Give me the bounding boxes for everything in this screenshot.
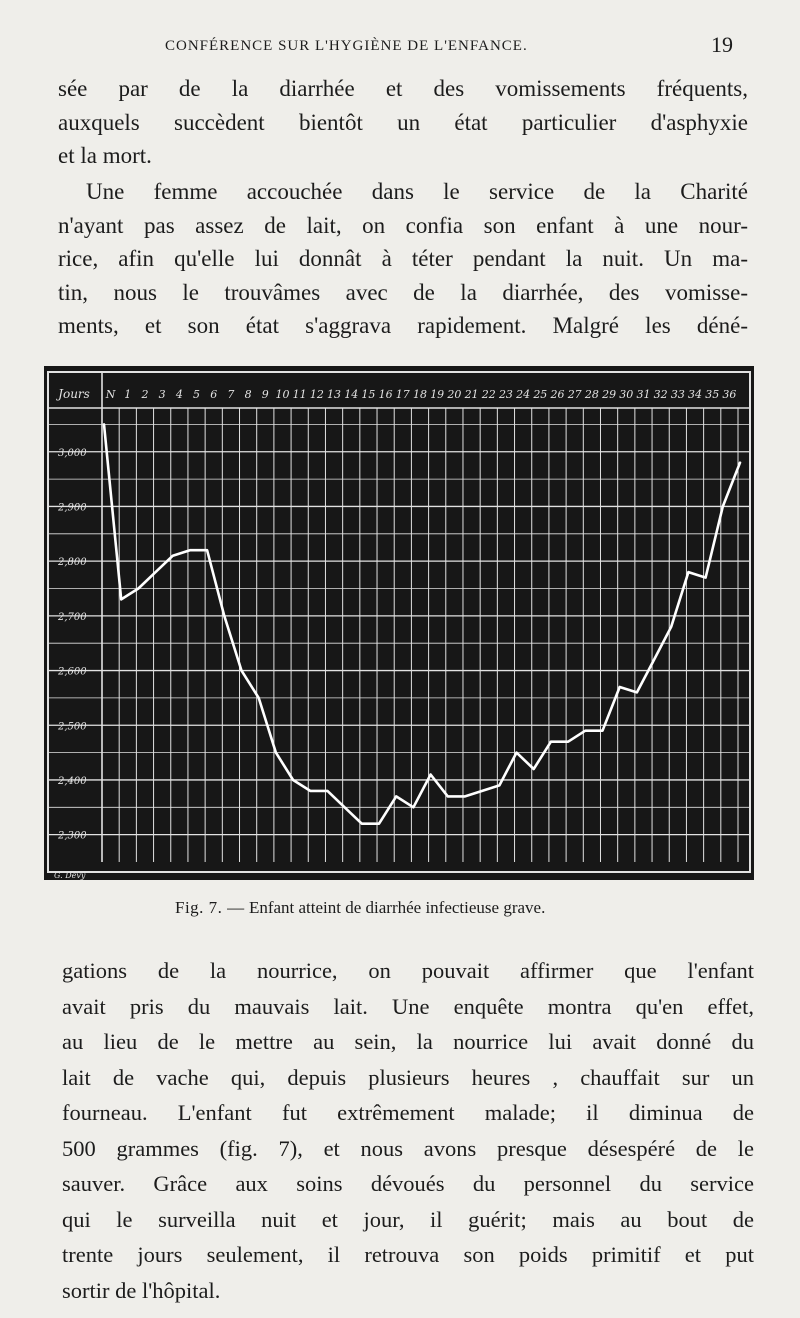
text-line: auxquels succèdent bientôt un état particulier d'asphyxie xyxy=(58,109,748,135)
x-tick-label: 21 xyxy=(464,388,479,401)
figure-caption-text: Enfant atteint de diarrhée infectieuse grave. xyxy=(248,898,546,917)
x-tick-label: 17 xyxy=(395,388,410,401)
y-tick-label: 2,600 xyxy=(58,666,87,678)
x-tick-label: 3 xyxy=(158,388,166,401)
x-tick-label: 28 xyxy=(584,388,599,401)
text-line: tin, nous le trouvâmes avec de la diarrhée, des vomisse- xyxy=(58,279,748,305)
x-tick-label: 5 xyxy=(193,388,201,401)
text-line: sortir de l'hôpital. xyxy=(62,1277,221,1303)
text-line: ments, et son état s'aggrava rapidement. Malgré les déné- xyxy=(58,313,748,338)
text-line: sée par de la diarrhée et des vomissements fréquents, xyxy=(58,76,748,101)
x-tick-label: 16 xyxy=(378,388,393,401)
x-tick-label: 9 xyxy=(261,388,269,401)
x-tick-label: 22 xyxy=(481,388,496,401)
text-line: 500 grammes (fig. 7), et nous avons presque désespéré de le xyxy=(62,1135,754,1161)
y-tick-label: 2,700 xyxy=(58,611,87,623)
y-tick-label: 2,800 xyxy=(58,557,87,569)
figure-caption xyxy=(175,898,545,918)
x-tick-label: 31 xyxy=(636,388,651,401)
x-tick-label: 14 xyxy=(344,388,359,401)
x-tick-label: 36 xyxy=(722,388,737,401)
x-tick-label: 1 xyxy=(124,388,132,401)
x-tick-label: 6 xyxy=(210,388,218,401)
text-line: au lieu de le mettre au sein, la nourrice lui avait donné du xyxy=(62,1029,754,1054)
x-tick-label: 25 xyxy=(533,388,548,401)
x-tick-label: 24 xyxy=(516,388,531,401)
engraver-signature: G. Devy xyxy=(54,871,86,880)
text-line: qui le surveilla nuit et jour, il guérit; mais au bout de xyxy=(62,1206,754,1232)
x-tick-label: 32 xyxy=(653,388,668,401)
x-tick-label: N xyxy=(105,388,116,401)
x-tick-label: 18 xyxy=(413,388,427,401)
y-tick-label: 2,400 xyxy=(58,775,87,787)
text-line: lait de vache qui, depuis plusieurs heures , chauffait sur un xyxy=(62,1064,754,1090)
x-tick-label: 34 xyxy=(688,388,703,401)
page-header xyxy=(165,32,765,62)
x-tick-label: 23 xyxy=(498,388,513,401)
x-tick-label: 2 xyxy=(141,388,149,401)
x-tick-label: 27 xyxy=(567,388,582,401)
x-tick-label: 30 xyxy=(619,388,634,401)
x-tick-label: 12 xyxy=(309,388,324,401)
x-tick-label: 7 xyxy=(227,388,235,401)
paragraph-2 xyxy=(58,175,748,343)
x-tick-label: 13 xyxy=(327,388,342,401)
x-tick-label: 35 xyxy=(705,388,720,401)
x-tick-label: 20 xyxy=(447,388,462,401)
text-line: Une femme accouchée dans le service de la Charité xyxy=(86,179,748,204)
x-axis-label: Jours xyxy=(58,387,90,401)
x-tick-label: 26 xyxy=(550,388,565,401)
text-line: gations de la nourrice, on pouvait affirmer que l'enfant xyxy=(62,958,754,983)
figure-label: Fig. 7. — xyxy=(175,898,245,917)
y-tick-label: 2,300 xyxy=(58,830,87,842)
text-line: et la mort. xyxy=(58,143,152,168)
paragraph-3 xyxy=(62,953,754,1308)
text-line: rice, afin qu'elle lui donnât à téter pendant la nuit. Un ma- xyxy=(58,246,748,271)
x-tick-label: 29 xyxy=(602,388,617,401)
x-tick-label: 10 xyxy=(275,388,290,401)
text-line: n'ayant pas assez de lait, on confia son enfant à une nour- xyxy=(58,212,748,238)
weight-chart xyxy=(44,366,754,880)
y-tick-label: 2,900 xyxy=(58,502,87,514)
x-tick-label: 11 xyxy=(292,388,307,401)
text-line: avait pris du mauvais lait. Une enquête montra qu'en effet, xyxy=(62,993,754,1019)
y-tick-label: 2,500 xyxy=(58,721,87,733)
paragraph-1 xyxy=(58,72,748,173)
x-tick-label: 33 xyxy=(670,388,685,401)
weight-chart-svg xyxy=(44,366,754,880)
text-line: trente jours seulement, il retrouva son poids primitif et put xyxy=(62,1242,754,1267)
x-tick-label: 19 xyxy=(430,388,445,401)
chart-background xyxy=(44,366,754,880)
running-title: CONFÉRENCE SUR L'HYGIÈNE DE L'ENFANCE. xyxy=(165,38,528,54)
x-tick-label: 15 xyxy=(361,388,376,401)
y-tick-label: 3,000 xyxy=(58,447,87,459)
page-number: 19 xyxy=(711,32,733,57)
text-line: fourneau. L'enfant fut extrêmement malade; il diminua de xyxy=(62,1100,754,1125)
x-tick-label: 4 xyxy=(175,388,183,401)
x-tick-label: 8 xyxy=(244,388,252,401)
text-line: sauver. Grâce aux soins dévoués du personnel du service xyxy=(62,1171,754,1196)
